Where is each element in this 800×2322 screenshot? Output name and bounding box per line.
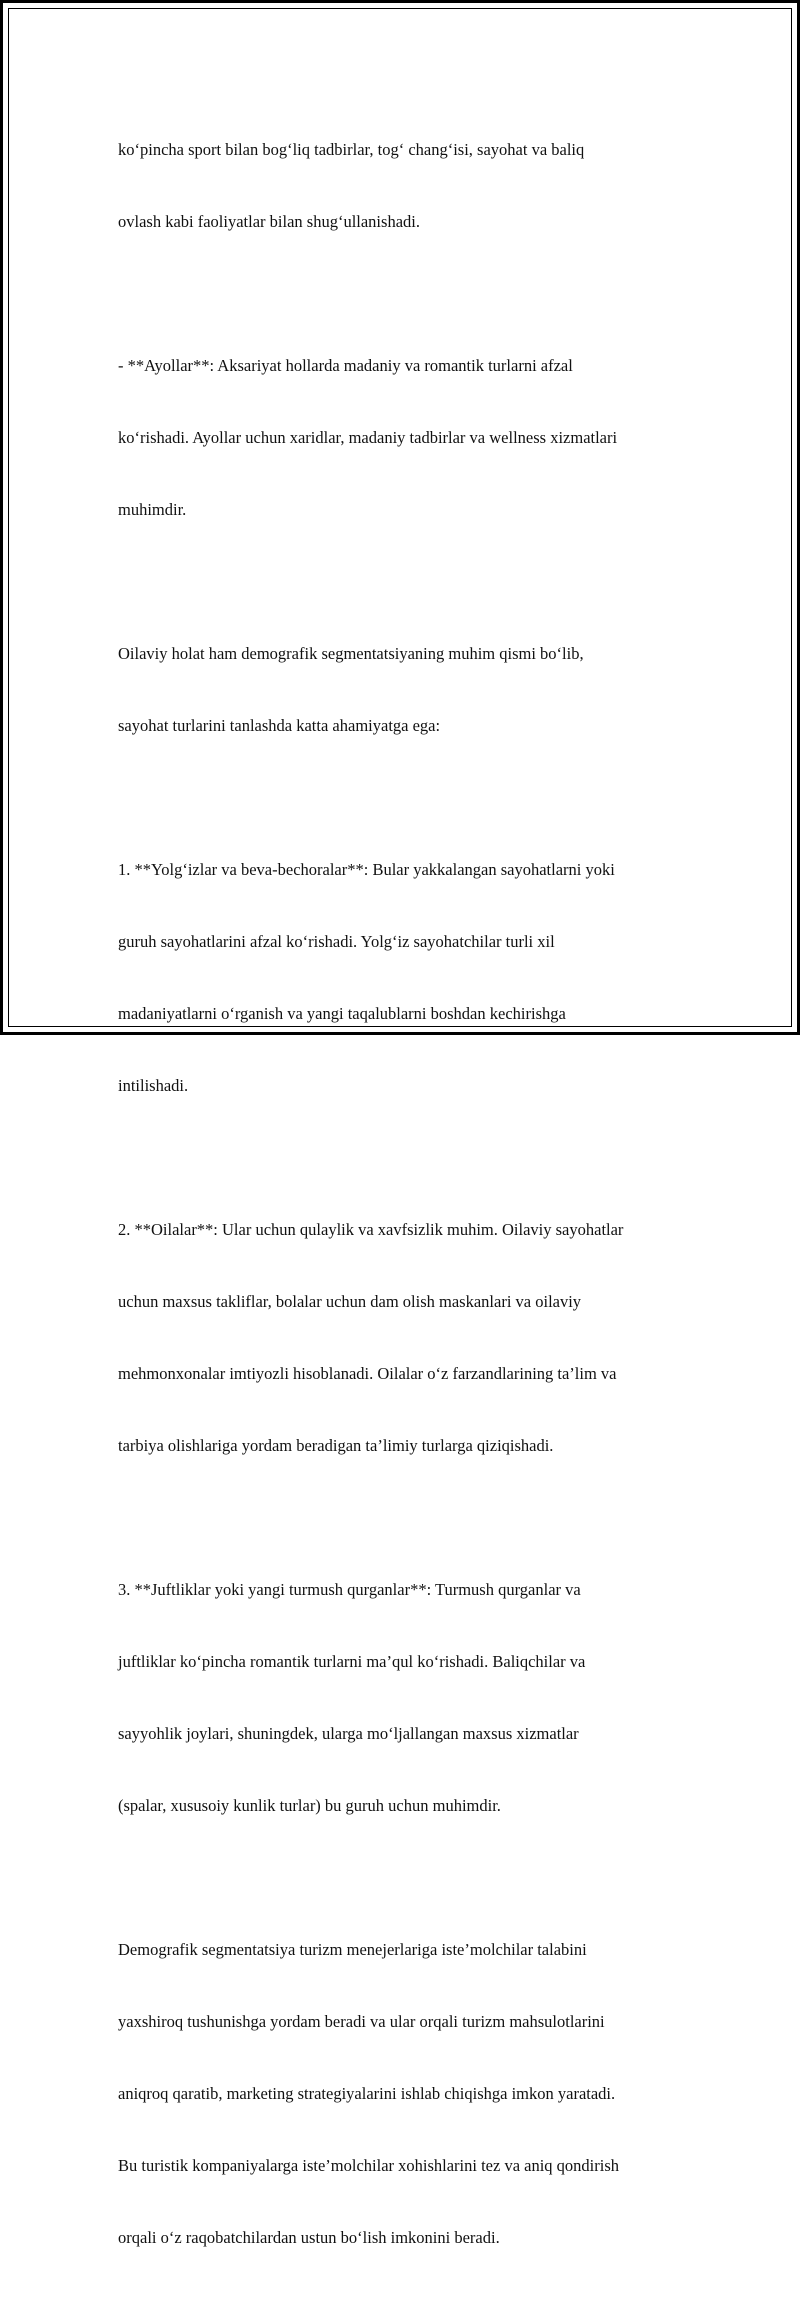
text-line: sayohat turlarini tanlashda katta ahamiyatga ega: (118, 716, 441, 735)
text-line: yaxshiroq tushunishga yordam beradi va ular orqali turizm mahsulotlarini (118, 2012, 605, 2031)
text-line: orqali o‘z raqobatchilardan ustun bo‘lish imkonini beradi. (118, 2228, 500, 2247)
document-body (118, 90, 698, 2322)
text-line: juftliklar ko‘pincha romantik turlarni ma’qul ko‘rishadi. Baliqchilar va (118, 1652, 586, 1671)
paragraph-women (118, 306, 698, 570)
text-line: (spalar, xususoiy kunlik turlar) bu guruh uchun muhimdir. (118, 1796, 501, 1815)
text-line: ovlash kabi faoliyatlar bilan shug‘ullanishadi. (118, 212, 420, 231)
text-line: Bu turistik kompaniyalarga iste’molchilar xohishlarini tez va aniq qondirish (118, 2156, 620, 2175)
text-line: guruh sayohatlarini afzal ko‘rishadi. Yolg‘iz sayohatchilar turli xil (118, 932, 555, 951)
text-line: Oilaviy holat ham demografik segmentatsiyaning muhim qismi bo‘lib, (118, 644, 584, 663)
paragraph-conclusion (118, 1890, 698, 2298)
paragraph-families (118, 1170, 698, 1506)
text-line: 2. **Oilalar**: Ular uchun qulaylik va xavfsizlik muhim. Oilaviy sayohatlar (118, 1220, 624, 1239)
paragraph-marital-status (118, 594, 698, 786)
text-line: 1. **Yolg‘izlar va beva-bechoralar**: Bular yakkalangan sayohatlarni yoki (118, 860, 615, 879)
text-line: aniqroq qaratib, marketing strategiyalarini ishlab chiqishga imkon yaratadi. (118, 2084, 616, 2103)
text-line: ko‘rishadi. Ayollar uchun xaridlar, madaniy tadbirlar va wellness xizmatlari (118, 428, 618, 447)
paragraph-singles (118, 810, 698, 1146)
text-line: Demografik segmentatsiya turizm menejerlariga iste’molchilar talabini (118, 1940, 587, 1959)
paragraph-sport-activities (118, 90, 698, 282)
text-line: ko‘pincha sport bilan bog‘liq tadbirlar, tog‘ chang‘isi, sayohat va baliq (118, 140, 585, 159)
text-line: mehmonxonalar imtiyozli hisoblanadi. Oilalar o‘z farzandlarining ta’lim va (118, 1364, 617, 1383)
text-line: intilishadi. (118, 1076, 189, 1095)
paragraph-couples (118, 1530, 698, 1866)
text-line: madaniyatlarni o‘rganish va yangi taqalublarni boshdan kechirishga (118, 1004, 566, 1023)
text-line: sayyohlik joylari, shuningdek, ularga mo‘ljallangan maxsus xizmatlar (118, 1724, 579, 1743)
text-line: 3. **Juftliklar yoki yangi turmush qurganlar**: Turmush qurganlar va (118, 1580, 581, 1599)
text-line: - **Ayollar**: Aksariyat hollarda madaniy va romantik turlarni afzal (118, 356, 573, 375)
text-line: muhimdir. (118, 500, 187, 519)
text-line: tarbiya olishlariga yordam beradigan ta’limiy turlarga qiziqishadi. (118, 1436, 554, 1455)
text-line: uchun maxsus takliflar, bolalar uchun dam olish maskanlari va oilaviy (118, 1292, 582, 1311)
